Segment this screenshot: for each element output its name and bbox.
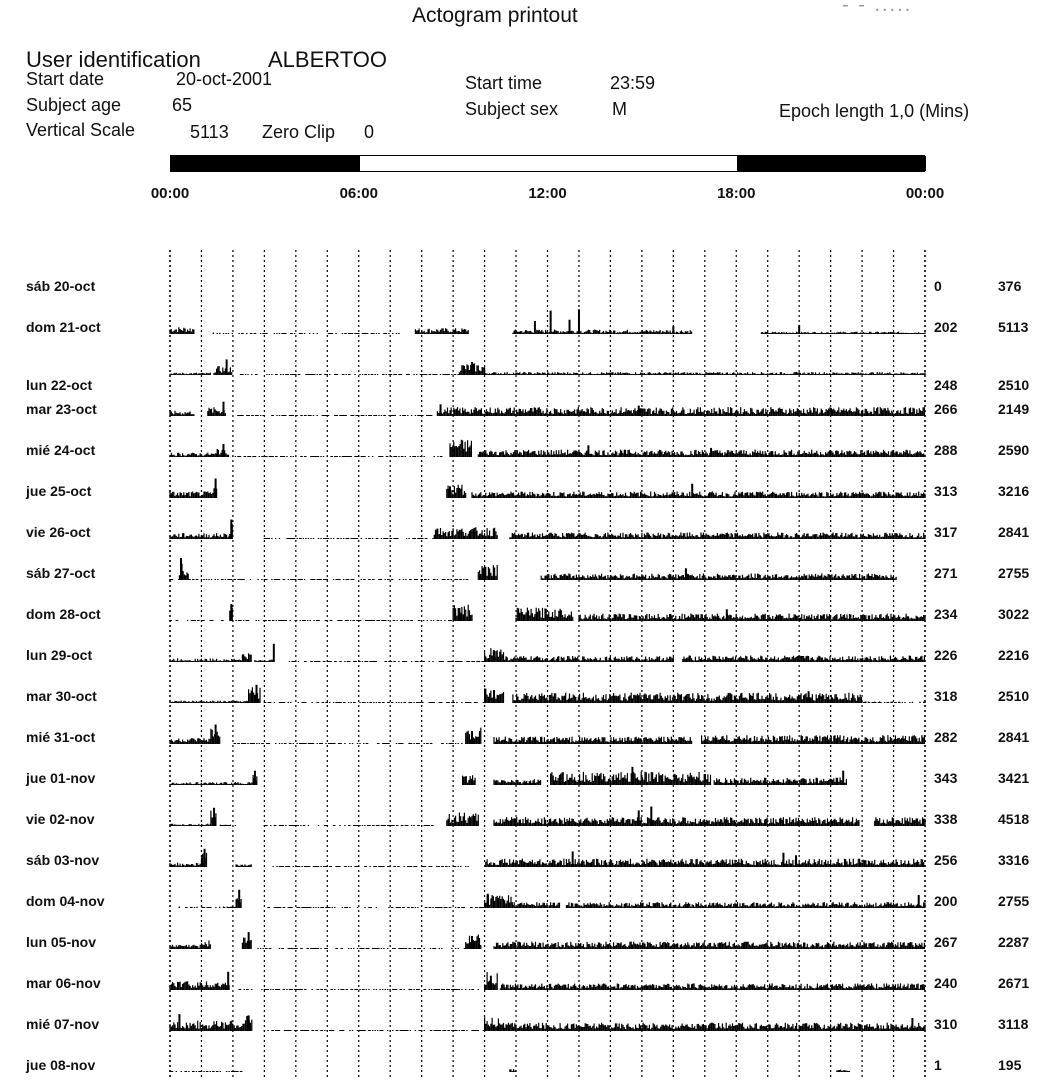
activity-segment	[170, 533, 229, 539]
activity-segment	[494, 942, 924, 950]
row-min-value: 240	[934, 975, 958, 991]
corner-scribble: - - .....	[842, 0, 913, 16]
day-label: jue 08-nov	[26, 1057, 96, 1073]
activity-segment	[453, 605, 472, 621]
row-max-value: 3421	[998, 770, 1030, 786]
row-min-value: 288	[934, 442, 958, 458]
activity-segment	[170, 1071, 242, 1072]
row-min-value: 338	[934, 811, 958, 827]
activity-segment	[447, 813, 479, 827]
activity-segment	[761, 332, 925, 334]
activity-segment	[434, 527, 497, 539]
activity-segment	[494, 779, 541, 785]
activity-segment	[170, 981, 225, 990]
page-title: Actogram printout	[412, 4, 578, 27]
start-date-value: 20-oct-2001	[176, 69, 273, 89]
start-date-label: Start date	[26, 69, 105, 89]
row-max-value: 2216	[998, 647, 1030, 663]
row-min-value: 310	[934, 1016, 958, 1032]
start-time-label: Start time	[465, 73, 543, 93]
activity-segment	[170, 824, 210, 826]
row-max-value: 195	[998, 1057, 1022, 1073]
activity-segment	[875, 817, 925, 826]
row-min-value: 343	[934, 770, 958, 786]
row-min-value: 271	[934, 565, 958, 581]
activity-segment	[400, 579, 468, 580]
activity-segment	[485, 859, 925, 867]
subject-sex-value: M	[612, 99, 627, 119]
day-label: mar 06-nov	[26, 975, 101, 991]
subject-age-value: 65	[172, 95, 193, 115]
day-label: dom 04-nov	[26, 893, 105, 909]
row-min-value: 226	[934, 647, 958, 663]
row-min-value: 318	[934, 688, 958, 704]
day-label: dom 28-oct	[26, 606, 101, 622]
activity-segment	[214, 366, 232, 375]
day-label: dom 21-oct	[26, 319, 101, 335]
row-max-value: 3118	[998, 1016, 1029, 1032]
activity-segment	[415, 328, 468, 334]
vertical-scale-label: Vertical Scale	[26, 120, 136, 140]
activity-segment	[551, 772, 711, 785]
day-label: sáb 03-nov	[26, 852, 100, 868]
row-min-value: 234	[934, 606, 958, 622]
day-label: sáb 27-oct	[26, 565, 96, 581]
row-min-value: 202	[934, 319, 958, 335]
row-max-value: 2671	[998, 975, 1030, 991]
activity-segment	[504, 656, 674, 662]
row-max-value: 2590	[998, 442, 1030, 458]
activity-segment	[510, 532, 925, 539]
activity-segment	[170, 1021, 244, 1031]
row-min-value: 200	[934, 893, 958, 909]
activity-segment	[236, 620, 451, 621]
activity-segment	[170, 782, 251, 785]
row-max-value: 3316	[998, 852, 1030, 868]
day-label: jue 01-nov	[26, 770, 96, 786]
activity-segment	[170, 738, 210, 744]
activity-segment	[170, 579, 393, 580]
day-label: lun 22-oct	[26, 377, 93, 393]
row-min-value: 317	[934, 524, 958, 540]
activity-segment	[290, 661, 484, 662]
activity-segment	[494, 737, 692, 744]
activity-segment	[437, 407, 924, 416]
activity-segment	[202, 941, 211, 950]
zero-clip-value: 0	[364, 122, 375, 142]
x-tick-label: 00:00	[905, 185, 945, 202]
user-identification-value: ALBERTOO	[268, 47, 388, 72]
activity-segment	[837, 1070, 850, 1072]
day-label: sáb 20-oct	[26, 278, 96, 294]
activity-segment	[264, 702, 484, 703]
user-identification-label: User identification	[26, 47, 201, 72]
activity-segment	[268, 907, 485, 908]
activity-segment	[714, 778, 846, 786]
activity-segment	[170, 492, 213, 499]
day-label: vie 26-oct	[26, 524, 91, 540]
activity-segment	[500, 983, 924, 990]
day-label: mié 24-oct	[26, 442, 96, 458]
day-label: lun 29-oct	[26, 647, 93, 663]
day-label: mié 07-nov	[26, 1016, 100, 1032]
day-label: mié 31-oct	[26, 729, 96, 745]
activity-segment	[249, 687, 260, 703]
activity-segment	[170, 411, 194, 416]
row-max-value: 2287	[998, 934, 1030, 950]
row-max-value: 2510	[998, 377, 1030, 393]
row-max-value: 3216	[998, 483, 1030, 499]
activity-segment	[702, 735, 925, 744]
activity-segment	[566, 902, 925, 908]
activity-segment	[463, 775, 476, 785]
activity-segment	[466, 935, 481, 950]
vertical-scale-value: 5113	[190, 122, 229, 142]
activity-segment	[510, 1069, 516, 1072]
row-min-value: 267	[934, 934, 958, 950]
activity-segment	[478, 565, 497, 580]
row-min-value: 248	[934, 377, 958, 393]
activity-segment	[516, 608, 573, 621]
row-max-value: 2510	[998, 688, 1030, 704]
activity-segment	[579, 614, 925, 622]
activity-segment	[863, 702, 925, 704]
activity-segment	[329, 333, 400, 334]
activity-segment	[170, 863, 204, 867]
activity-segment	[485, 895, 513, 908]
activity-segment	[238, 415, 432, 416]
activity-segment	[236, 864, 251, 867]
activity-segment	[450, 440, 471, 457]
activity-segment	[472, 491, 925, 498]
row-min-value: 266	[934, 401, 958, 417]
activity-segment	[466, 728, 481, 744]
day-label: jue 25-oct	[26, 483, 92, 499]
x-tick-label: 06:00	[339, 185, 378, 202]
row-max-value: 376	[998, 278, 1022, 294]
row-min-value: 313	[934, 483, 958, 499]
activity-segment	[234, 743, 466, 744]
activity-segment	[241, 374, 460, 375]
activity-segment	[239, 989, 478, 990]
day-label: mar 23-oct	[26, 401, 97, 417]
activity-segment	[513, 330, 692, 335]
subject-age-label: Subject age	[26, 95, 122, 115]
x-tick-label: 18:00	[717, 185, 756, 202]
row-min-value: 256	[934, 852, 958, 868]
activity-segment	[239, 333, 317, 334]
row-min-value: 1	[934, 1057, 942, 1073]
activity-segment	[504, 1023, 926, 1031]
activity-segment	[258, 948, 464, 949]
activity-segment	[478, 450, 925, 458]
row-min-value: 282	[934, 729, 958, 745]
day-label: vie 02-nov	[26, 811, 95, 827]
activity-segment	[541, 573, 896, 580]
activity-segment	[494, 817, 859, 826]
activity-segment	[170, 453, 217, 457]
activity-segment	[513, 902, 560, 908]
activity-segment	[683, 656, 925, 663]
activity-segment	[179, 907, 234, 909]
row-max-value: 2755	[998, 893, 1030, 909]
activity-segment	[242, 653, 251, 662]
activity-segment	[264, 1030, 484, 1031]
activity-segment	[170, 620, 223, 621]
activity-segment	[170, 658, 242, 662]
activity-segment	[170, 327, 194, 334]
x-tick-label: 00:00	[150, 185, 190, 202]
activity-segment	[170, 373, 210, 375]
start-time-value: 23:59	[610, 73, 656, 93]
row-max-value: 2841	[998, 729, 1030, 745]
activity-segment	[264, 825, 433, 826]
activity-segment	[264, 538, 433, 539]
activity-segment	[242, 937, 251, 949]
activity-segment	[485, 372, 925, 375]
row-min-value: 0	[934, 278, 942, 294]
activity-segment	[213, 333, 232, 335]
row-max-value: 5113	[998, 319, 1029, 335]
day-label: lun 05-nov	[26, 934, 97, 950]
zero-clip-label: Zero Clip	[262, 122, 336, 142]
activity-segment	[170, 701, 248, 703]
activity-segment	[255, 660, 273, 662]
row-max-value: 4518	[998, 811, 1030, 827]
row-max-value: 2149	[998, 401, 1030, 417]
activity-segment	[273, 866, 468, 867]
day-label: mar 30-oct	[26, 688, 97, 704]
subject-sex-label: Subject sex	[465, 99, 559, 119]
epoch-length: Epoch length 1,0 (Mins)	[779, 101, 970, 121]
row-max-value: 2755	[998, 565, 1030, 581]
row-max-value: 3022	[998, 606, 1030, 622]
activity-segment	[485, 1017, 504, 1031]
x-tick-label: 12:00	[528, 185, 567, 202]
row-max-value: 2841	[998, 524, 1030, 540]
